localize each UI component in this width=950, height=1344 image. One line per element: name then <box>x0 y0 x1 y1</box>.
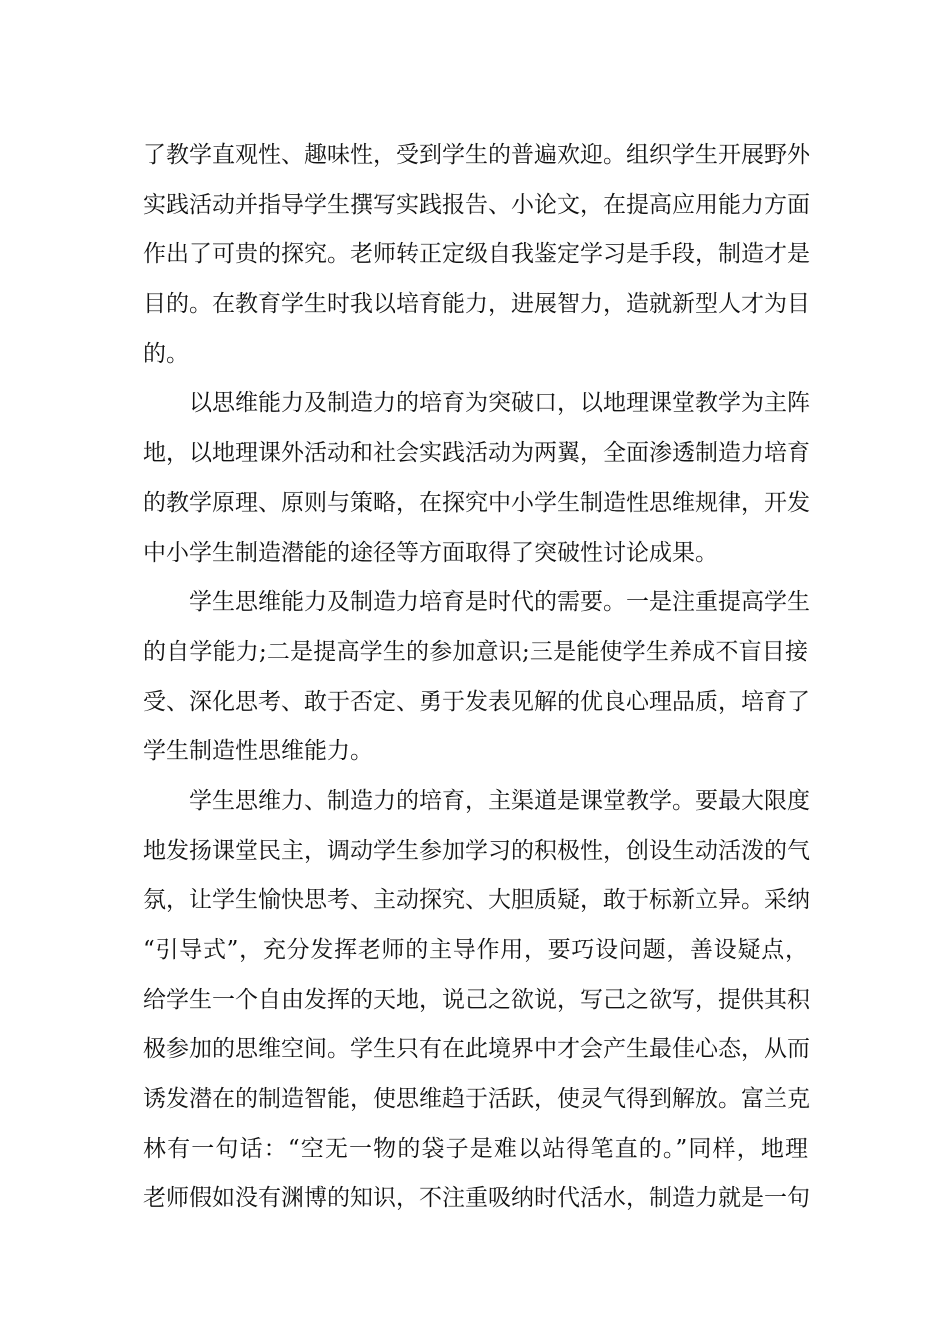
body-text <box>143 131 808 1224</box>
text-line: 地发扬课堂民主，调动学生参加学习的积极性，创设生动活泼的气 <box>143 837 810 864</box>
text-line: 受、深化思考、敢于否定、勇于发表见解的优良心理品质，培育了 <box>143 688 810 715</box>
text-line: “引导式”，充分发挥老师的主导作用，要巧设问题，善设疑点， <box>143 937 808 963</box>
text-line: 给学生一个自由发挥的天地，说己之欲说，写己之欲写，提供其积 <box>143 986 810 1013</box>
text-line: 作出了可贵的探究。老师转正定级自我鉴定学习是手段，制造才是 <box>143 241 810 268</box>
text-line: 实践活动并指导学生撰写实践报告、小论文，在提高应用能力方面 <box>143 191 810 218</box>
text-line: 的。 <box>143 340 189 367</box>
text-line: 地，以地理课外活动和社会实践活动为两翼，全面渗透制造力培育 <box>143 440 810 467</box>
text-line: 氛，让学生愉快思考、主动探究、大胆质疑，敢于标新立异。采纳 <box>143 887 810 914</box>
text-line: 林有一句话：“空无一物的袋子是难以站得笔直的。”同样，地理 <box>143 1135 808 1162</box>
text-line: 学生制造性思维能力。 <box>143 738 373 765</box>
text-line: 了教学直观性、趣味性，受到学生的普遍欢迎。组织学生开展野外 <box>143 142 810 168</box>
paragraph-first-line: 学生思维力、制造力的培育，主渠道是课堂教学。要最大限度 <box>189 787 810 814</box>
paragraph-first-line: 以思维能力及制造力的培育为突破口，以地理课堂教学为主阵 <box>189 390 810 417</box>
paragraph-first-line: 学生思维能力及制造力培育是时代的需要。一是注重提高学生 <box>189 589 810 616</box>
text-line: 中小学生制造潜能的途径等方面取得了突破性讨论成果。 <box>143 539 718 566</box>
text-line: 极参加的思维空间。学生只有在此境界中才会产生最佳心态，从而 <box>143 1036 810 1063</box>
text-line: 目的。在教育学生时我以培育能力，进展智力，造就新型人才为目 <box>143 291 810 318</box>
text-line: 的教学原理、原则与策略，在探究中小学生制造性思维规律，开发 <box>143 489 810 516</box>
text-line: 诱发潜在的制造智能，使思维趋于活跃，使灵气得到解放。富兰克 <box>143 1086 810 1113</box>
text-line: 的自学能力;二是提高学生的参加意识;三是能使学生养成不盲目接 <box>143 638 808 665</box>
text-line: 老师假如没有渊博的知识，不注重吸纳时代活水，制造力就是一句 <box>143 1185 810 1212</box>
